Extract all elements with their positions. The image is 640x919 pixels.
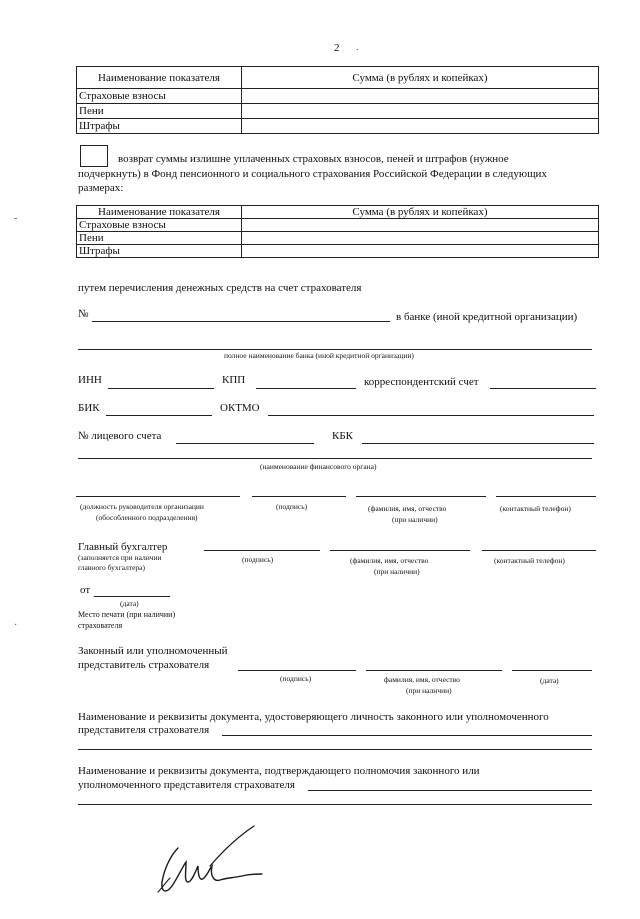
account-number-field[interactable] — [92, 321, 390, 322]
fin-org-field[interactable] — [78, 458, 592, 459]
chief-accountant-note-1: (заполняется при наличии — [78, 553, 162, 562]
handwritten-signature — [150, 822, 280, 902]
chief-accountant-phone-caption: (контактный телефон) — [494, 556, 565, 565]
refund-text-line1: возврат суммы излишне уплаченных страховых взносов, пеней и штрафов (нужное — [118, 153, 509, 165]
kpp-field[interactable] — [256, 388, 356, 389]
authority-document-field-extra[interactable] — [78, 804, 592, 805]
table2-row-amount[interactable] — [242, 219, 599, 232]
chief-accountant-phone-field[interactable] — [482, 550, 596, 551]
table2-header-amount: Сумма (в рублях и копейках) — [242, 206, 599, 219]
representative-signature-field[interactable] — [238, 670, 356, 671]
table1-row-label: Пени — [77, 104, 242, 119]
oktmo-label: ОКТМО — [220, 402, 260, 414]
chief-accountant-fio-caption-2: (при наличии) — [374, 567, 420, 576]
head-fio-caption-2: (при наличии) — [392, 515, 438, 524]
scan-mark: · — [14, 620, 18, 631]
chief-accountant-fio-caption-1: (фамилия, имя, отчество — [350, 556, 429, 565]
representative-fio-caption-2: (при наличии) — [406, 686, 452, 695]
stamp-caption-2: страхователя — [78, 621, 123, 630]
table1-row-amount[interactable] — [242, 104, 599, 119]
head-phone-field[interactable] — [496, 496, 596, 497]
representative-title-1: Законный или уполномоченный — [78, 645, 228, 657]
account-number-label: № — [78, 308, 89, 320]
table2-row-label: Штрафы — [77, 245, 242, 258]
representative-date-caption: (дата) — [540, 676, 559, 685]
representative-fio-field[interactable] — [366, 670, 502, 671]
table1-row-amount[interactable] — [242, 89, 599, 104]
amount-table-2 — [76, 205, 599, 258]
fin-org-caption: (наименование финансового органа) — [260, 462, 377, 471]
corr-account-label: корреспондентский счет — [364, 376, 479, 388]
refund-checkbox[interactable] — [80, 145, 108, 167]
chief-accountant-fio-field[interactable] — [330, 550, 470, 551]
head-fio-field[interactable] — [356, 496, 486, 497]
authority-document-line2: уполномоченного представителя страхователя — [78, 779, 295, 791]
table1-row-amount[interactable] — [242, 119, 599, 134]
id-document-field[interactable] — [222, 735, 592, 736]
scan-mark: - — [14, 213, 18, 224]
authority-document-field[interactable] — [308, 790, 592, 791]
head-position-caption-2: (обособленного подразделения) — [96, 513, 198, 522]
bank-name-caption: полное наименование банка (иной кредитной организации) — [224, 351, 414, 360]
representative-fio-caption-1: фамилия, имя, отчество — [384, 675, 460, 684]
table2-row-amount[interactable] — [242, 245, 599, 258]
chief-accountant-signature-field[interactable] — [204, 550, 320, 551]
head-position-caption-1: (должность руководителя организации — [80, 502, 204, 511]
table1-row-label: Штрафы — [77, 119, 242, 134]
table1-row-label: Страховые взносы — [77, 89, 242, 104]
table2-row-label: Пени — [77, 232, 242, 245]
transfer-text: путем перечисления денежных средств на счет страхователя — [78, 282, 362, 294]
personal-account-field[interactable] — [176, 443, 314, 444]
head-position-field[interactable] — [76, 496, 240, 497]
table1-header-name: Наименование показателя — [77, 67, 242, 89]
table1-header-amount: Сумма (в рублях и копейках) — [242, 67, 599, 89]
bank-name-field[interactable] — [78, 349, 592, 350]
bik-label: БИК — [78, 402, 100, 414]
head-fio-caption-1: (фамилия, имя, отчество — [368, 504, 447, 513]
head-phone-caption: (контактный телефон) — [500, 504, 571, 513]
kbk-label: КБК — [332, 430, 353, 442]
representative-title-2: представитель страхователя — [78, 659, 210, 671]
id-document-field-extra[interactable] — [78, 749, 592, 750]
amount-table-1 — [76, 66, 599, 134]
authority-document-line1: Наименование и реквизиты документа, подтверждающего полномочия законного или — [78, 765, 480, 777]
inn-field[interactable] — [108, 388, 214, 389]
chief-accountant-title: Главный бухгалтер — [78, 541, 168, 553]
head-signature-field[interactable] — [252, 496, 346, 497]
stamp-caption-1: Место печати (при наличии) — [78, 610, 176, 619]
id-document-line1: Наименование и реквизиты документа, удостоверяющего личность законного или уполномоченного — [78, 711, 549, 723]
in-bank-label: в банке (иной кредитной организации) — [396, 311, 578, 323]
date-field[interactable] — [94, 596, 170, 597]
chief-accountant-note-2: главного бухгалтера) — [78, 563, 146, 572]
table2-row-amount[interactable] — [242, 232, 599, 245]
refund-text-line2: подчеркнуть) в Фонд пенсионного и социального страхования Российской Федерации в следующих — [78, 168, 547, 180]
representative-signature-caption: (подпись) — [280, 674, 312, 683]
refund-text-line3: размерах: — [78, 182, 124, 194]
head-signature-caption: (подпись) — [276, 502, 308, 511]
inn-label: ИНН — [78, 374, 102, 386]
date-caption: (дата) — [120, 599, 139, 608]
table2-header-name: Наименование показателя — [77, 206, 242, 219]
bik-field[interactable] — [106, 415, 212, 416]
date-from-label: от — [80, 584, 91, 596]
page-number: 2 — [334, 42, 340, 54]
kpp-label: КПП — [222, 374, 246, 386]
corr-account-field[interactable] — [490, 388, 596, 389]
personal-account-label: № лицевого счета — [78, 430, 162, 442]
scan-dot: . — [356, 42, 359, 53]
representative-date-field[interactable] — [512, 670, 592, 671]
kbk-field[interactable] — [362, 443, 594, 444]
oktmo-field[interactable] — [268, 415, 594, 416]
table2-row-label: Страховые взносы — [77, 219, 242, 232]
id-document-line2: представителя страхователя — [78, 724, 210, 736]
chief-accountant-signature-caption: (подпись) — [242, 555, 274, 564]
